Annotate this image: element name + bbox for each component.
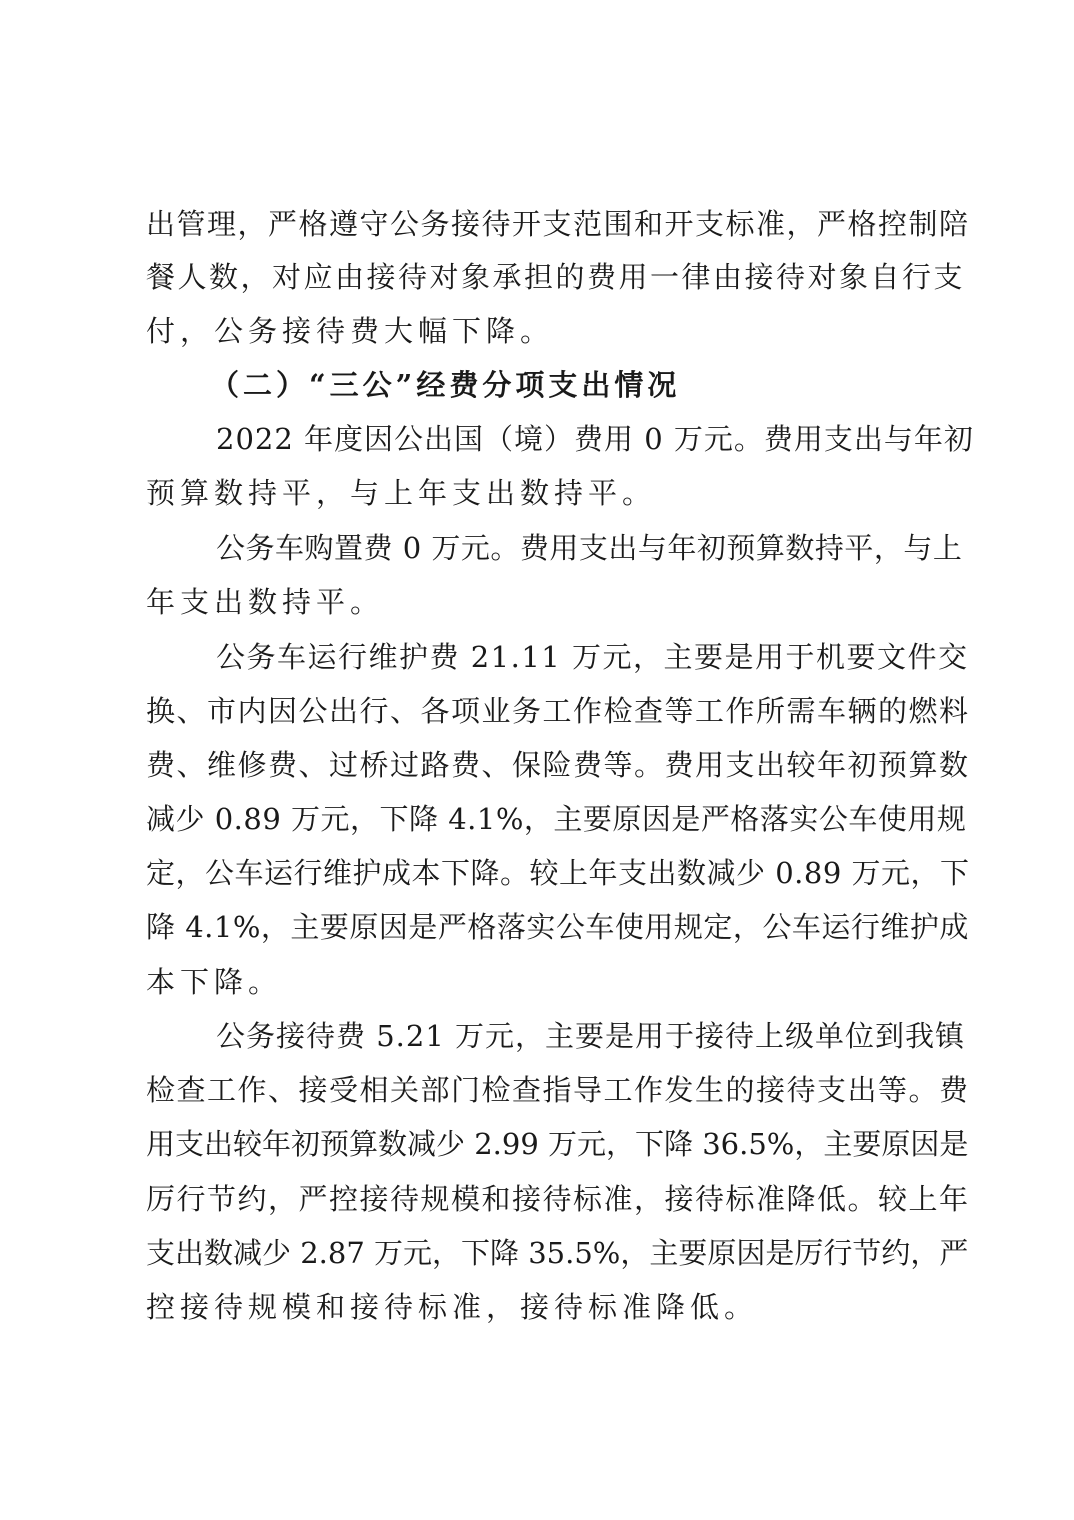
text-line: 厉行节约，严控接待规模和接待标准，接待标准降低。较上年 — [146, 1182, 970, 1216]
text-line: 2022 年度因公出国（境）费用 0 万元。费用支出与年初 — [216, 422, 974, 456]
text-line: 换、市内因公出行、各项业务工作检查等工作所需车辆的燃料 — [146, 694, 970, 728]
text-line: 付，公务接待费大幅下降。 — [146, 314, 555, 348]
text-line: 减少 0.89 万元，下降 4.1%，主要原因是严格落实公车使用规 — [146, 802, 967, 836]
text-line: 预算数持平，与上年支出数持平。 — [146, 476, 657, 510]
text-line: 费、维修费、过桥过路费、保险费等。费用支出较年初预算数 — [146, 748, 970, 782]
text-line: 定，公车运行维护成本下降。较上年支出数减少 0.89 万元，下 — [146, 856, 970, 890]
text-line: 控接待规模和接待标准，接待标准降低。 — [146, 1290, 759, 1324]
text-line: 餐人数，对应由接待对象承担的费用一律由接待对象自行支 — [146, 260, 966, 294]
text-line: 公务接待费 5.21 万元，主要是用于接待上级单位到我镇 — [216, 1019, 966, 1053]
section-heading: （二）“三公”经费分项支出情况 — [210, 368, 681, 402]
text-line: 用支出较年初预算数减少 2.99 万元，下降 36.5%，主要原因是 — [146, 1127, 969, 1161]
text-line: 支出数减少 2.87 万元，下降 35.5%，主要原因是厉行节约，严 — [146, 1236, 969, 1270]
text-line: 年支出数持平。 — [146, 585, 385, 619]
text-line: 本下降。 — [146, 965, 283, 999]
text-line: 检查工作、接受相关部门检查指导工作发生的接待支出等。费 — [146, 1073, 970, 1107]
text-line: 出管理，严格遵守公务接待开支范围和开支标准，严格控制陪 — [146, 207, 970, 241]
text-line: 公务车运行维护费 21.11 万元，主要是用于机要文件交 — [216, 640, 969, 674]
text-line: 公务车购置费 0 万元。费用支出与年初预算数持平，与上 — [216, 531, 963, 565]
text-line: 降 4.1%，主要原因是严格落实公车使用规定，公车运行维护成 — [146, 910, 969, 944]
